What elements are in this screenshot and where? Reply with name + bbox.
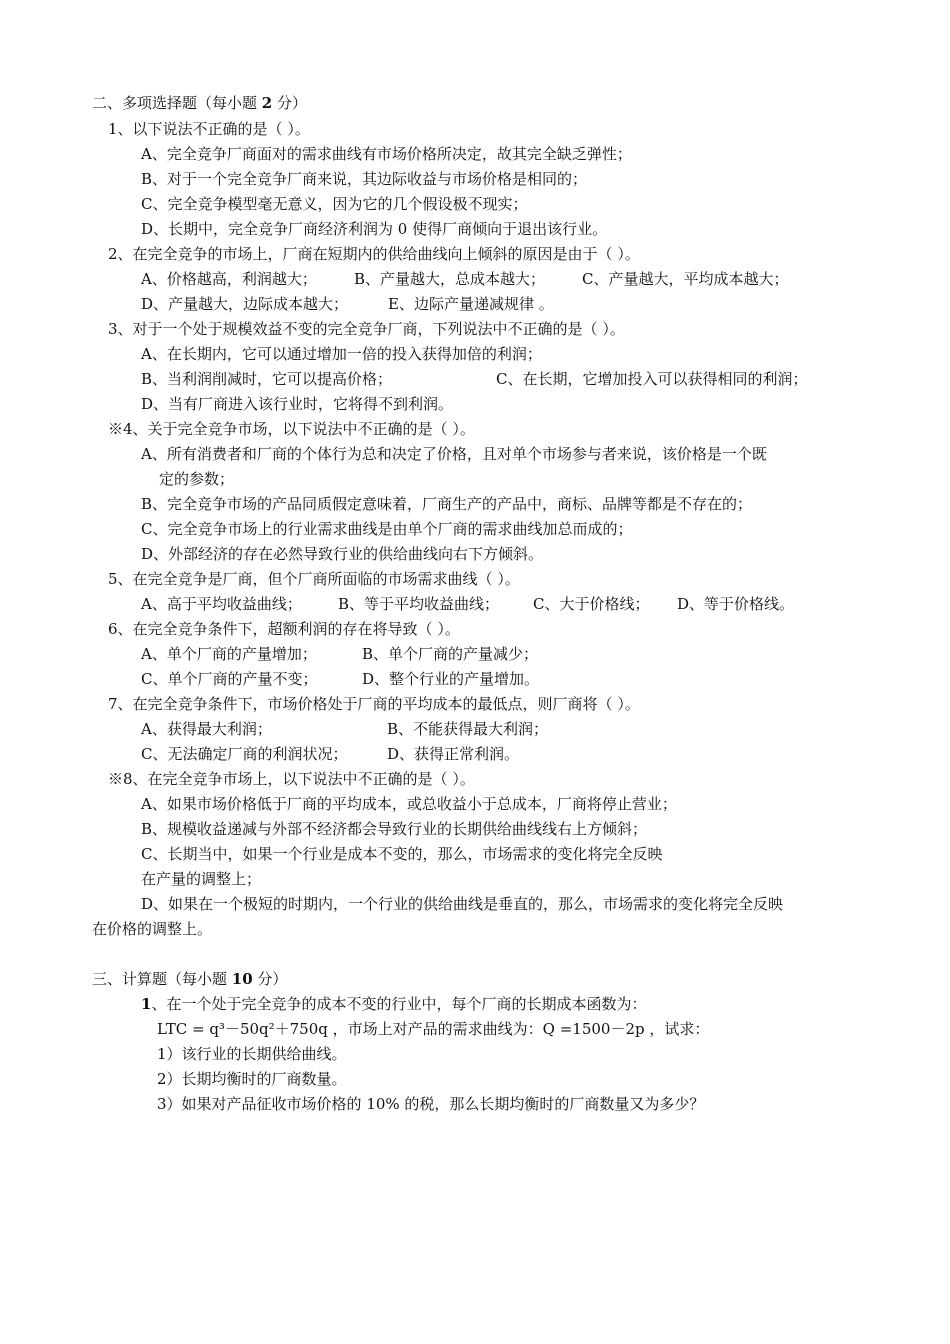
q7-option-c: C、无法确定厂商的利润状况； <box>141 745 348 763</box>
section2-title <box>92 94 307 112</box>
q4-option-b: B、完全竞争市场的产品同质假定意味着，厂商生产的产品中，商标、品牌等都是不存在的； <box>141 495 753 513</box>
q8-stem: ※8、在完全竞争市场上，以下说法中不正确的是（ ）。 <box>108 770 475 788</box>
calc-q1-sub3: 3）如果对产品征收市场价格的 10% 的税，那么长期均衡时的厂商数量又为多少？ <box>157 1095 705 1113</box>
q8-option-c-line1: C、长期当中，如果一个行业是成本不变的，那么，市场需求的变化将完全反映 <box>141 845 663 863</box>
q4-option-a-line1: A、所有消费者和厂商的个体行为总和决定了价格，且对单个市场参与者来说，该价格是一个既 <box>141 445 767 463</box>
q7-option-b: B、不能获得最大利润； <box>387 720 549 738</box>
q2-option-e: E、边际产量递减规律 。 <box>388 295 554 313</box>
q1-option-b: B、对于一个完全竞争厂商来说，其边际收益与市场价格是相同的； <box>141 170 588 188</box>
q1-option-d: D、长期中，完全竞争厂商经济利润为 0 使得厂商倾向于退出该行业。 <box>141 220 608 238</box>
q4-option-d: D、外部经济的存在必然导致行业的供给曲线向右下方倾斜。 <box>141 545 544 563</box>
calc-q1-text: 、在一个处于完全竞争的成本不变的行业中，每个厂商的长期成本函数为： <box>151 995 647 1013</box>
section3-title-suffix: 分） <box>252 970 288 988</box>
section2-title-suffix: 分） <box>272 94 307 112</box>
q4-option-a-line2: 定的参数； <box>159 470 235 488</box>
q4-option-c: C、完全竞争市场上的行业需求曲线是由单个厂商的需求曲线加总而成的； <box>141 520 633 538</box>
q3-option-b: B、当利润削减时，它可以提高价格； <box>141 370 393 388</box>
q3-option-d: D、当有厂商进入该行业时，它将得不到利润。 <box>141 395 454 413</box>
q3-option-c: C、在长期，它增加投入可以获得相同的利润； <box>496 370 808 388</box>
q5-option-d: D、等于价格线。 <box>677 595 795 613</box>
q6-option-d: D、整个行业的产量增加。 <box>362 670 540 688</box>
section3-title-prefix: 三、计算题（每小题 <box>92 970 232 988</box>
q1-option-a: A、完全竞争厂商面对的需求曲线有市场价格所决定，故其完全缺乏弹性； <box>141 145 632 163</box>
q6-option-b: B、单个厂商的产量减少； <box>362 645 539 663</box>
q2-option-c: C、产量越大，平均成本越大； <box>582 270 789 288</box>
q6-option-c: C、单个厂商的产量不变； <box>141 670 318 688</box>
q3-stem: 3、对于一个处于规模效益不变的完全竞争厂商，下列说法中不正确的是（ ）。 <box>108 320 625 338</box>
q5-stem: 5、在完全竞争是厂商，但个厂商所面临的市场需求曲线（ ）。 <box>108 570 520 588</box>
q7-option-d: D、获得正常利润。 <box>387 745 520 763</box>
q8-option-d-line1: D、如果在一个极短的时期内，一个行业的供给曲线是垂直的，那么，市场需求的变化将完全反映 <box>141 895 784 913</box>
q7-stem: 7、在完全竞争条件下，市场价格处于厂商的平均成本的最低点，则厂商将（ ）。 <box>108 695 640 713</box>
q8-option-b: B、规模收益递减与外部不经济都会导致行业的长期供给曲线线右上方倾斜； <box>141 820 648 838</box>
q4-stem: ※4、关于完全竞争市场，以下说法中不正确的是（ ）。 <box>108 420 475 438</box>
calc-q1-formula: LTC = q³－50q²＋750q ，市场上对产品的需求曲线为：Q =1500－2p ，试求： <box>157 1020 710 1038</box>
calc-q1-sub2: 2）长期均衡时的厂商数量。 <box>157 1070 347 1088</box>
q8-option-c-line2: 在产量的调整上； <box>141 870 262 888</box>
calc-q1-number: 1 <box>141 995 152 1013</box>
q2-stem: 2、在完全竞争的市场上，厂商在短期内的供给曲线向上倾斜的原因是由于（ ）。 <box>108 245 640 263</box>
q5-option-a: A、高于平均收益曲线； <box>141 595 302 613</box>
q5-option-b: B、等于平均收益曲线； <box>338 595 500 613</box>
q5-option-c: C、大于价格线； <box>533 595 650 613</box>
q2-option-a: A、价格越高，利润越大； <box>141 270 317 288</box>
q8-option-a: A、如果市场价格低于厂商的平均成本，或总收益小于总成本，厂商将停止营业； <box>141 795 677 813</box>
q6-stem: 6、在完全竞争条件下，超额利润的存在将导致（ ）。 <box>108 620 460 638</box>
q3-option-a: A、在长期内，它可以通过增加一倍的投入获得加倍的利润； <box>141 345 542 363</box>
section2-title-prefix: 二、多项选择题（每小题 <box>92 94 262 112</box>
q2-option-d: D、产量越大，边际成本越大； <box>141 295 349 313</box>
section3-title <box>92 970 287 988</box>
calc-q1-stem <box>141 995 646 1013</box>
q1-stem: 1、以下说法不正确的是（ ）。 <box>108 120 310 138</box>
q7-option-a: A、获得最大利润； <box>141 720 272 738</box>
q1-option-c: C、完全竞争模型毫无意义，因为它的几个假设极不现实； <box>141 195 528 213</box>
section3-points: 10 <box>231 970 253 988</box>
calc-q1-sub1: 1）该行业的长期供给曲线。 <box>157 1045 347 1063</box>
q8-option-d-line2: 在价格的调整上。 <box>92 920 213 938</box>
q6-option-a: A、单个厂商的产量增加； <box>141 645 317 663</box>
q2-option-b: B、产量越大，总成本越大； <box>354 270 546 288</box>
section2-points: 2 <box>261 94 273 112</box>
